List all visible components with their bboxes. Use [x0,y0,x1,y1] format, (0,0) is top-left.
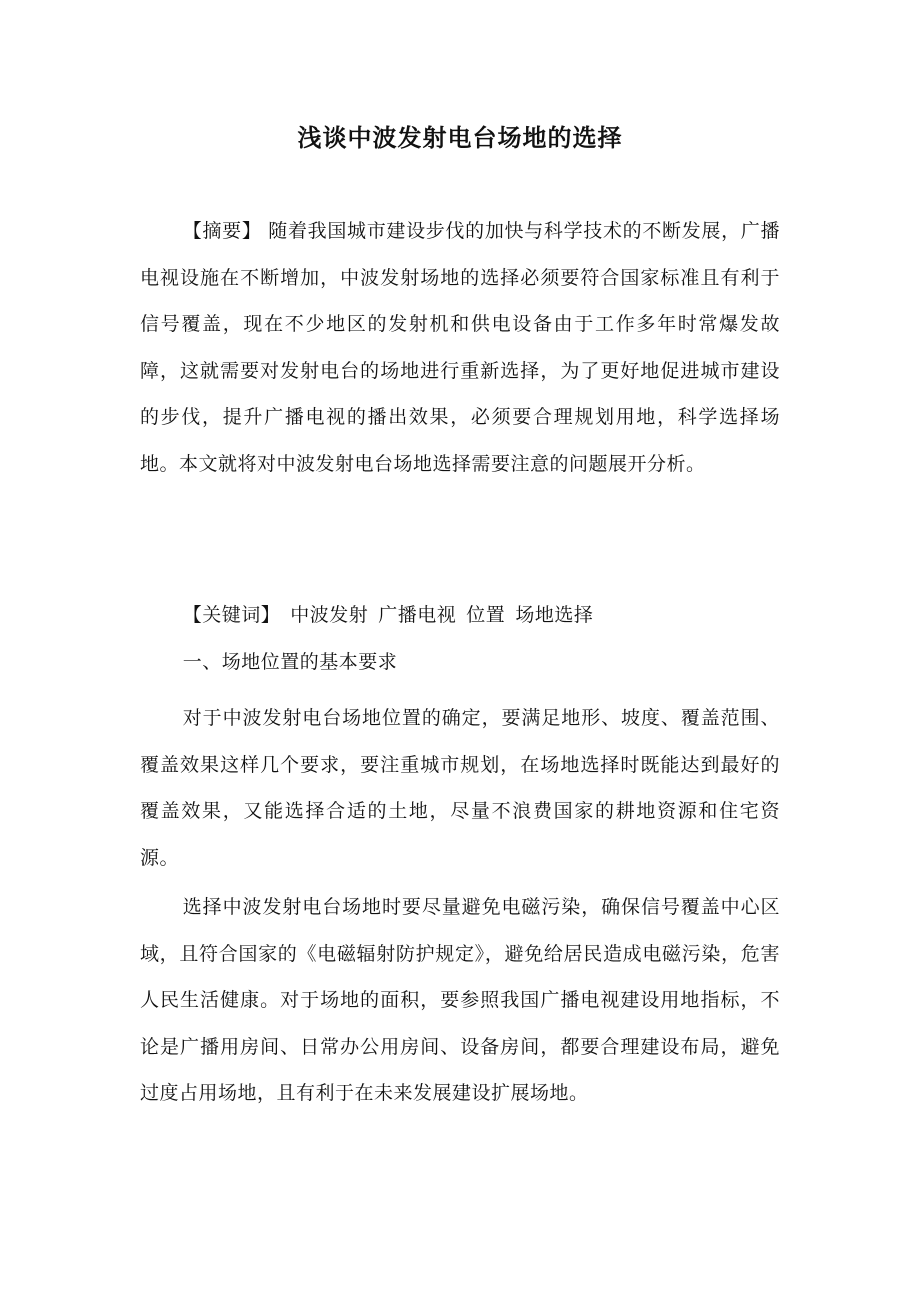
body-paragraph: 选择中波发射电台场地时要尽量避免电磁污染，确保信号覆盖中心区域，且符合国家的《电磁辐射防护规定》，避免给居民造成电磁污染，危害人民生活健康。对于场地的面积，要参照我国广播电视建设用地指标，不论是广播用房间、日常办公用房间、设备房间，都要合理建设布局，避免过度占用场地，且有利于在未来发展建设扩展场地。 [140,896,780,1104]
body-paragraph: 对于中波发射电台场地位置的确定，要满足地形、坡度、覆盖范围、覆盖效果这样几个要求，要注重城市规划，在场地选择时既能达到最好的覆盖效果，又能选择合适的土地，尽量不浪费国家的耕地资源和住宅资源。 [140,707,780,869]
keywords-label: 【关键词】 [182,604,281,626]
abstract-label: 【摘要】 [182,220,262,242]
keyword-item: 广播电视 [378,604,457,626]
document-title: 浅谈中波发射电台场地的选择 [297,123,623,152]
keywords-line [140,593,780,637]
abstract-paragraph [140,208,780,487]
keyword-item: 中波发射 [290,604,369,626]
keyword-item: 位置 [466,604,506,626]
section-heading: 一、场地位置的基本要求 [182,651,398,673]
abstract-text: 随着我国城市建设步伐的加快与科学技术的不断发展，广播电视设施在不断增加，中波发射场地的选择必须要符合国家标准且有利于信号覆盖，现在不少地区的发射机和供电设备由于工作多年时常爆发故障，这就需要对发射电台的场地进行重新选择，为了更好地促进城市建设的步伐，提升广播电视的播出效果，必须要合理规划用地，科学选择场地。本文就将对中波发射电台场地选择需要注意的问题展开分析。 [140,220,780,475]
keyword-item: 场地选择 [515,604,594,626]
